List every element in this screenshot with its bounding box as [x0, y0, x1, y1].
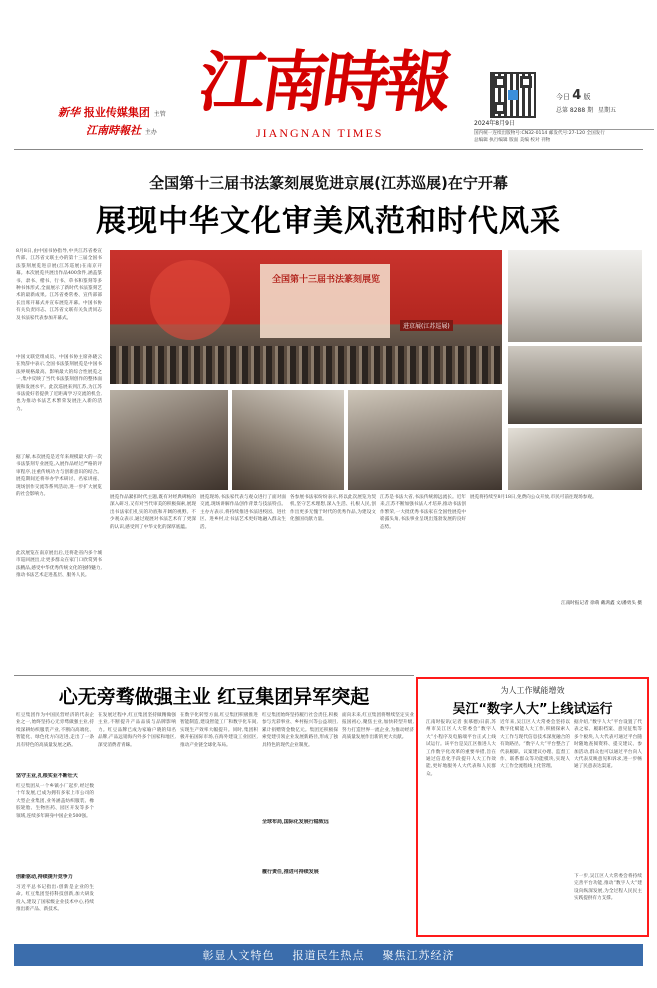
side-paragraph: 下一步,吴江区人大常委会将持续完善平台功能,推动“数字人大”建设向纵深发展,为全过程人民民主实践提供有力支撑。	[574, 874, 642, 902]
issue-label: 今日	[556, 93, 570, 101]
second-column-2	[98, 712, 176, 932]
lead-photo-3	[232, 390, 344, 490]
lead-photo-4	[348, 390, 502, 490]
issue-pages-unit: 版	[583, 93, 591, 101]
postal-code: 邮发代号:27-120	[548, 131, 585, 136]
second-subhead: 创新驱动,持续提升竞争力	[16, 874, 73, 880]
sponsor-2-role: 主办	[144, 129, 157, 136]
second-paragraph: 面向未来,红豆集团将继续坚定实业报国初心,聚焦主业,加快转型升级,努力打造世界一流企业,为推动经济高质量发展作出新的更大贡献。	[342, 713, 414, 741]
lead-paragraph: 据了解,本次展览是近年来规模最大的一次书法篆刻专业展览,入展作品经过严格的评审程序,注重传统功力与创新意识的结合。展览期间还将举办学术研讨、名家讲座、现场创作交流等系列活动,进一步扩大展览的社会影响力。	[16, 455, 102, 498]
issue-info	[556, 88, 646, 122]
side-paragraph: 据介绍,“数字人大”平台设置了代表之家、履职档案、意见征集等多个板块,人大代表可通过平台随时随地查阅资料、提交建议、参加活动,群众也可以通过平台向人大代表反映意见和诉求,进一步畅通了民意表达渠道。	[574, 720, 642, 770]
second-column-1	[16, 712, 94, 932]
date-bar	[474, 120, 654, 146]
second-subhead: 履行责任,推进可持续发展	[262, 869, 319, 875]
weekday: 星期五	[598, 107, 617, 114]
lead-paragraph: 各参展书法家纷纷表示,将以此次展览为契机,坚守艺术理想,深入生活、扎根人民,创作出更多无愧于时代的优秀作品,为建设文化强国贡献力量。	[290, 495, 376, 523]
second-paragraph: 习近平总书记指出:创新是企业的生命。红豆集团坚持科技创新,加大研发投入,建设了国家级企业技术中心,持续推出新产品、新技术。	[16, 885, 94, 913]
lead-paragraph: 此次展览在南京展出后,还将赴省内多个城市巡回展出,让更多群众在家门口欣赏到书法精品,感受中华优秀传统文化的独特魅力,推动书法艺术走进基层、服务人民。	[16, 551, 102, 579]
sponsor-2: 江南時報社	[86, 124, 141, 137]
lead-paragraph: 展览作品紧扣时代主题,既有对经典碑帖的深入研习,又有对当代审美的积极探索,展现出书法家们扎实的功底和开阔的视野。不少观众表示,通过观展对书法艺术有了更深的认识,感受到了中华文化的深厚底蕴。	[110, 495, 196, 530]
second-paragraph: 在发展过程中,红豆集团坚持做精做强主业,不断提升产品品质与品牌影响力。红豆品牌已成为家喻户晓的知名品牌,产品远销海内外多个国家和地区,深受消费者青睐。	[98, 713, 176, 748]
side-kicker: 为人工作赋能增效	[500, 686, 565, 695]
issue-pages: 4	[572, 88, 582, 103]
photo-banner-title: 全国第十三届书法篆刻展览	[271, 275, 380, 285]
side-paragraph: 江南时报讯(记者 张慕德)日前,苏州市吴江区人大常委会“数字人大”小程序及电脑端平台正式上线试运行。该平台是吴江区推进人大工作数字化改革的重要举措,旨在通过信息化手段提升人大工作效能,更好地服务人大代表和人民群众。	[426, 720, 496, 777]
masthead-title-en: JIANGNAN TIMES	[256, 126, 384, 140]
issue-number: 总第 8288 期	[556, 107, 594, 114]
second-column-5	[342, 712, 414, 932]
second-paragraph: 在数字化转型方面,红豆集团积极推进智能制造,建设智能工厂和数字化车间,实现生产效率大幅提升。同时,集团积极开拓国际市场,在海外建设工业园区,推动产业链全球化布局。	[180, 713, 258, 748]
masthead-title: 江南時報	[194, 43, 454, 121]
lead-column-4	[290, 494, 376, 670]
side-column-1	[426, 719, 496, 931]
second-subhead: 坚守主业,扎根实业不断壮大	[16, 773, 78, 779]
lead-photo-7	[508, 428, 642, 490]
footer-slogan-3: 聚焦江苏经济	[382, 949, 455, 962]
lead-photo-2	[110, 390, 228, 490]
sponsor-logo-icon: 新华	[58, 106, 80, 119]
footer-slogan-2: 报道民生热点	[292, 949, 365, 962]
section-rule	[14, 675, 414, 676]
side-column-2	[500, 719, 570, 931]
staff-line: 总编辑 执行编辑 版面 美编 校对 刊物	[474, 138, 551, 143]
side-paragraph: 近年来,吴江区人大常委会坚持以数字化赋能人大工作,积极探索人大工作与现代信息技术深度融合的有效路径。“数字人大”平台整合了代表履职、议案建议办理、监督工作、联系群众等功能模块,实现人大工作全流程线上化管理。	[500, 720, 570, 770]
second-paragraph: 红豆集团从一个乡镇小厂起步,经过数十年发展,已成为拥有多家上市公司的大型企业集团,业务涵盖纺织服装、橡胶轮胎、生物医药、园区开发等多个领域,连续多年跻身中国企业500强。	[16, 784, 94, 819]
lead-paragraph: 8月8日,由中国书协指导,中共江苏省委宣传部、江苏省文联主办的第十三届全国书法篆刻展览进京展(江苏巡展)在南京开幕。本次展览共展出作品400余件,涵盖篆书、隶书、楷书、行书、草书和篆刻等多种书体形式,全面展示了新时代书法篆刻艺术的最新成果。江苏省委常委、宣传部部长出席开幕式并宣布展览开幕。中国书协有关负责同志、江苏省文联有关负责同志及书法家代表参加开幕式。	[16, 249, 102, 321]
qr-code-icon	[490, 72, 536, 118]
second-column-3	[180, 712, 258, 932]
lead-kicker: 全国第十三届书法篆刻展览进京展(江苏巡展)在宁开幕	[149, 174, 508, 192]
photo-banner-sub: 进京展(江苏巡展)	[400, 320, 453, 331]
lead-byline: 江南时报记者 徐萌 戴鸿鑫 文/潘勇头 摄	[561, 601, 642, 606]
second-paragraph: 红豆集团始终坚持履行社会责任,积极参与光彩事业、乡村振兴等公益项目,累计捐赠资金数亿元。集团还积极探索党建引领企业发展新路径,形成了独具特色的现代企业制度。	[262, 713, 338, 748]
lead-column-5	[380, 494, 466, 670]
lead-headline: 展现中华文化审美风范和时代风采	[96, 204, 561, 239]
lead-paragraph: 中国文联党组成员、中国书协主席孙晓云在致辞中表示,全国书法篆刻展览是中国书法界规格最高、影响最大的综合性展览之一,集中反映了当代书法篆刻创作的整体面貌和发展水平。此次巡展来到江苏,为江苏书法爱好者提供了近距离学习交流的机会,也为推动书法艺术繁荣发展注入新的活力。	[16, 355, 102, 412]
second-paragraph: 红豆集团作为中国民营经济的代表企业之一,始终坚持心无旁骛做强主业,持续深耕纺织服装产业,不断向高端化、智能化、绿色化方向迈进,走出了一条具有特色的高质量发展之路。	[16, 713, 94, 748]
lead-paragraph: 展览现场,书法家代表与观众进行了面对面交流,现场讲解作品创作背景与技法特点。主办方表示,将持续推进书法进校园、进社区、进乡村,让书法艺术更好地融入群众生活。	[200, 495, 286, 530]
lead-paragraph: 江苏是书法大省,书法传统源远流长。近年来,江苏不断加强书法人才培养,推动书法创作繁荣,一大批优秀书法家在全国性展览中崭露头角,书法事业呈现出蓬勃发展的良好态势。	[380, 495, 466, 530]
masthead-rule	[14, 149, 643, 150]
sponsor-1: 报业传媒集团	[83, 106, 150, 119]
second-headline: 心无旁骛做强主业 红豆集团异军突起	[58, 686, 370, 708]
distribution: 全国发行	[586, 131, 605, 136]
footer-bar	[14, 944, 643, 966]
second-subhead: 全球布局,国际化发展行稳致远	[262, 819, 329, 825]
lead-column-3	[200, 494, 286, 670]
side-story-box	[416, 677, 649, 937]
lead-photo-main	[110, 250, 502, 384]
lead-photo-5	[508, 250, 642, 342]
sponsor-1-role: 主管	[153, 111, 166, 118]
lead-column-1	[16, 248, 102, 668]
side-headline: 吴江“数字人大”上线试运行	[452, 702, 613, 717]
lead-photo-6	[508, 346, 642, 424]
side-column-3	[574, 719, 642, 931]
footer-slogan-1: 彰显人文特色	[202, 949, 275, 962]
cn-number: 国内统一连续出版物号:CN32-0114	[474, 131, 548, 136]
masthead	[0, 0, 657, 150]
lead-column-6	[470, 494, 642, 670]
issue-date: 2024年8月9日	[474, 120, 515, 127]
second-column-4	[262, 712, 338, 932]
lead-paragraph: 展览将持续至8月18日,免费向公众开放,市民可前往现场参观。	[470, 495, 597, 500]
lead-column-2	[110, 494, 196, 670]
